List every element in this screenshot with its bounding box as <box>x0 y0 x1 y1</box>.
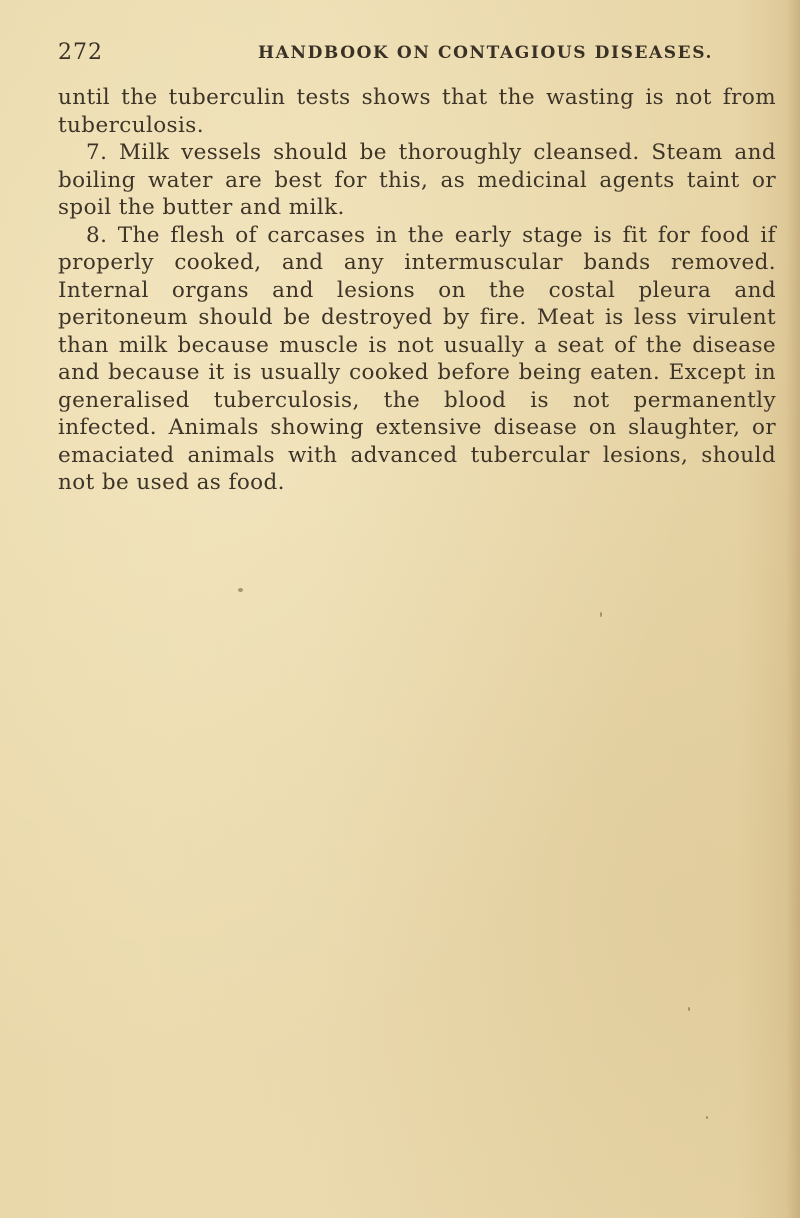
paper-speck <box>238 588 243 592</box>
page-header <box>58 40 758 70</box>
paper-speck <box>688 1007 690 1011</box>
paragraph-item-7: 7. Milk vessels should be thoroughly cleansed. Steam and boiling water are best for this, as medicinal agents taint or spoil the butter and milk. <box>58 140 776 220</box>
paper-speck <box>600 612 602 617</box>
paper-speck <box>706 1116 708 1119</box>
running-title: HANDBOOK ON CONTAGIOUS DISEASES. <box>258 43 714 63</box>
paragraph-item-8: 8. The flesh of carcases in the early stage is fit for food if properly cooked, and any intermuscular bands removed. Internal organs and lesions on the costal pleura and peritoneum should be destroyed by fire. Meat is less virulent than milk because muscle is not usually a seat of the disease and because it is usually cooked before being eaten. Except in generalised tuberculosis, the blood is not permanently infected. Animals showing extensive disease on slaughter, or emaciated animals with advanced tubercular lesions, should not be used as food. <box>58 222 776 495</box>
body-text <box>58 84 776 497</box>
page-number: 272 <box>58 40 103 65</box>
paragraph-continuation: until the tuberculin tests shows that the wasting is not from tuberculosis. <box>58 85 776 138</box>
page-edge-shadow <box>786 0 800 1218</box>
